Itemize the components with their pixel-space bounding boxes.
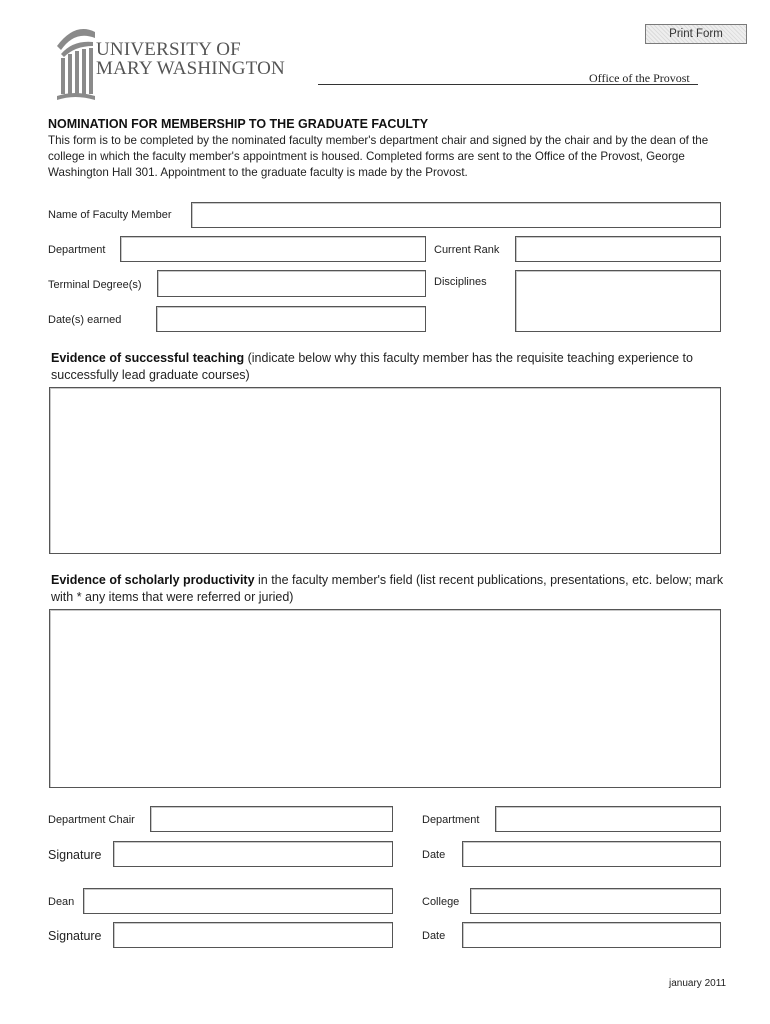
print-form-button[interactable]: Print Form [645,24,747,44]
dean-date-label: Date [422,930,446,942]
scholarly-evidence-textarea[interactable] [49,609,721,788]
faculty-name-field[interactable] [191,202,721,228]
dean-label: Dean [48,896,75,908]
chair-department-label: Department [422,814,480,826]
current-rank-label: Current Rank [434,244,500,256]
logo-line1: UNIVERSITY OF [96,39,241,60]
form-intro: This form is to be completed by the nominated faculty member's department chair and signed by the chair and by the dean of the college in which the faculty member's appointment is housed. Completed forms are sent to the Office of the Provost, George Washington Hall 301. Appointment to the graduate faculty is made by the Provost. [48,134,709,179]
name-label: Name of Faculty Member [48,209,172,221]
dates-earned-field[interactable] [156,306,426,332]
department-chair-label: Department Chair [48,814,135,826]
college-label: College [422,896,460,908]
chair-date-label: Date [422,849,446,861]
chair-signature-field[interactable] [113,841,393,867]
dean-date-field[interactable] [462,922,721,948]
terminal-degree-field[interactable] [157,270,426,297]
chair-signature-label: Signature [48,848,102,862]
teaching-heading-text: (indicate below why this faculty member has the requisite teaching experience to successfully lead graduate courses) [51,351,693,382]
university-logo-icon [55,24,97,100]
scholarly-heading-text: in the faculty member's field (list recent publications, presentations, etc. below; mark with * any items that were referred or juried) [51,573,724,604]
chair-date-field[interactable] [462,841,721,867]
chair-department-field[interactable] [495,806,721,832]
terminal-degree-label: Terminal Degree(s) [48,279,142,291]
college-field[interactable] [470,888,721,914]
dean-signature-field[interactable] [113,922,393,948]
teaching-heading [51,350,731,384]
form-title: NOMINATION FOR MEMBERSHIP TO THE GRADUATE FACULTY [48,117,429,131]
teaching-heading-bold: Evidence of successful teaching [51,351,245,365]
current-rank-field[interactable] [515,236,721,262]
logo-line2: MARY WASHINGTON [96,58,285,79]
disciplines-label: Disciplines [434,276,487,288]
disciplines-field[interactable] [515,270,721,332]
scholarly-heading-bold: Evidence of scholarly productivity [51,573,255,587]
revision-date: january 2011 [669,978,727,989]
department-label: Department [48,244,106,256]
dean-field[interactable] [83,888,393,914]
dean-signature-label: Signature [48,929,102,943]
scholarly-heading [51,572,731,606]
teaching-evidence-textarea[interactable] [49,387,721,554]
dates-earned-label: Date(s) earned [48,314,122,326]
department-chair-field[interactable] [150,806,393,832]
office-label: Office of the Provost [589,71,690,85]
department-field[interactable] [120,236,426,262]
